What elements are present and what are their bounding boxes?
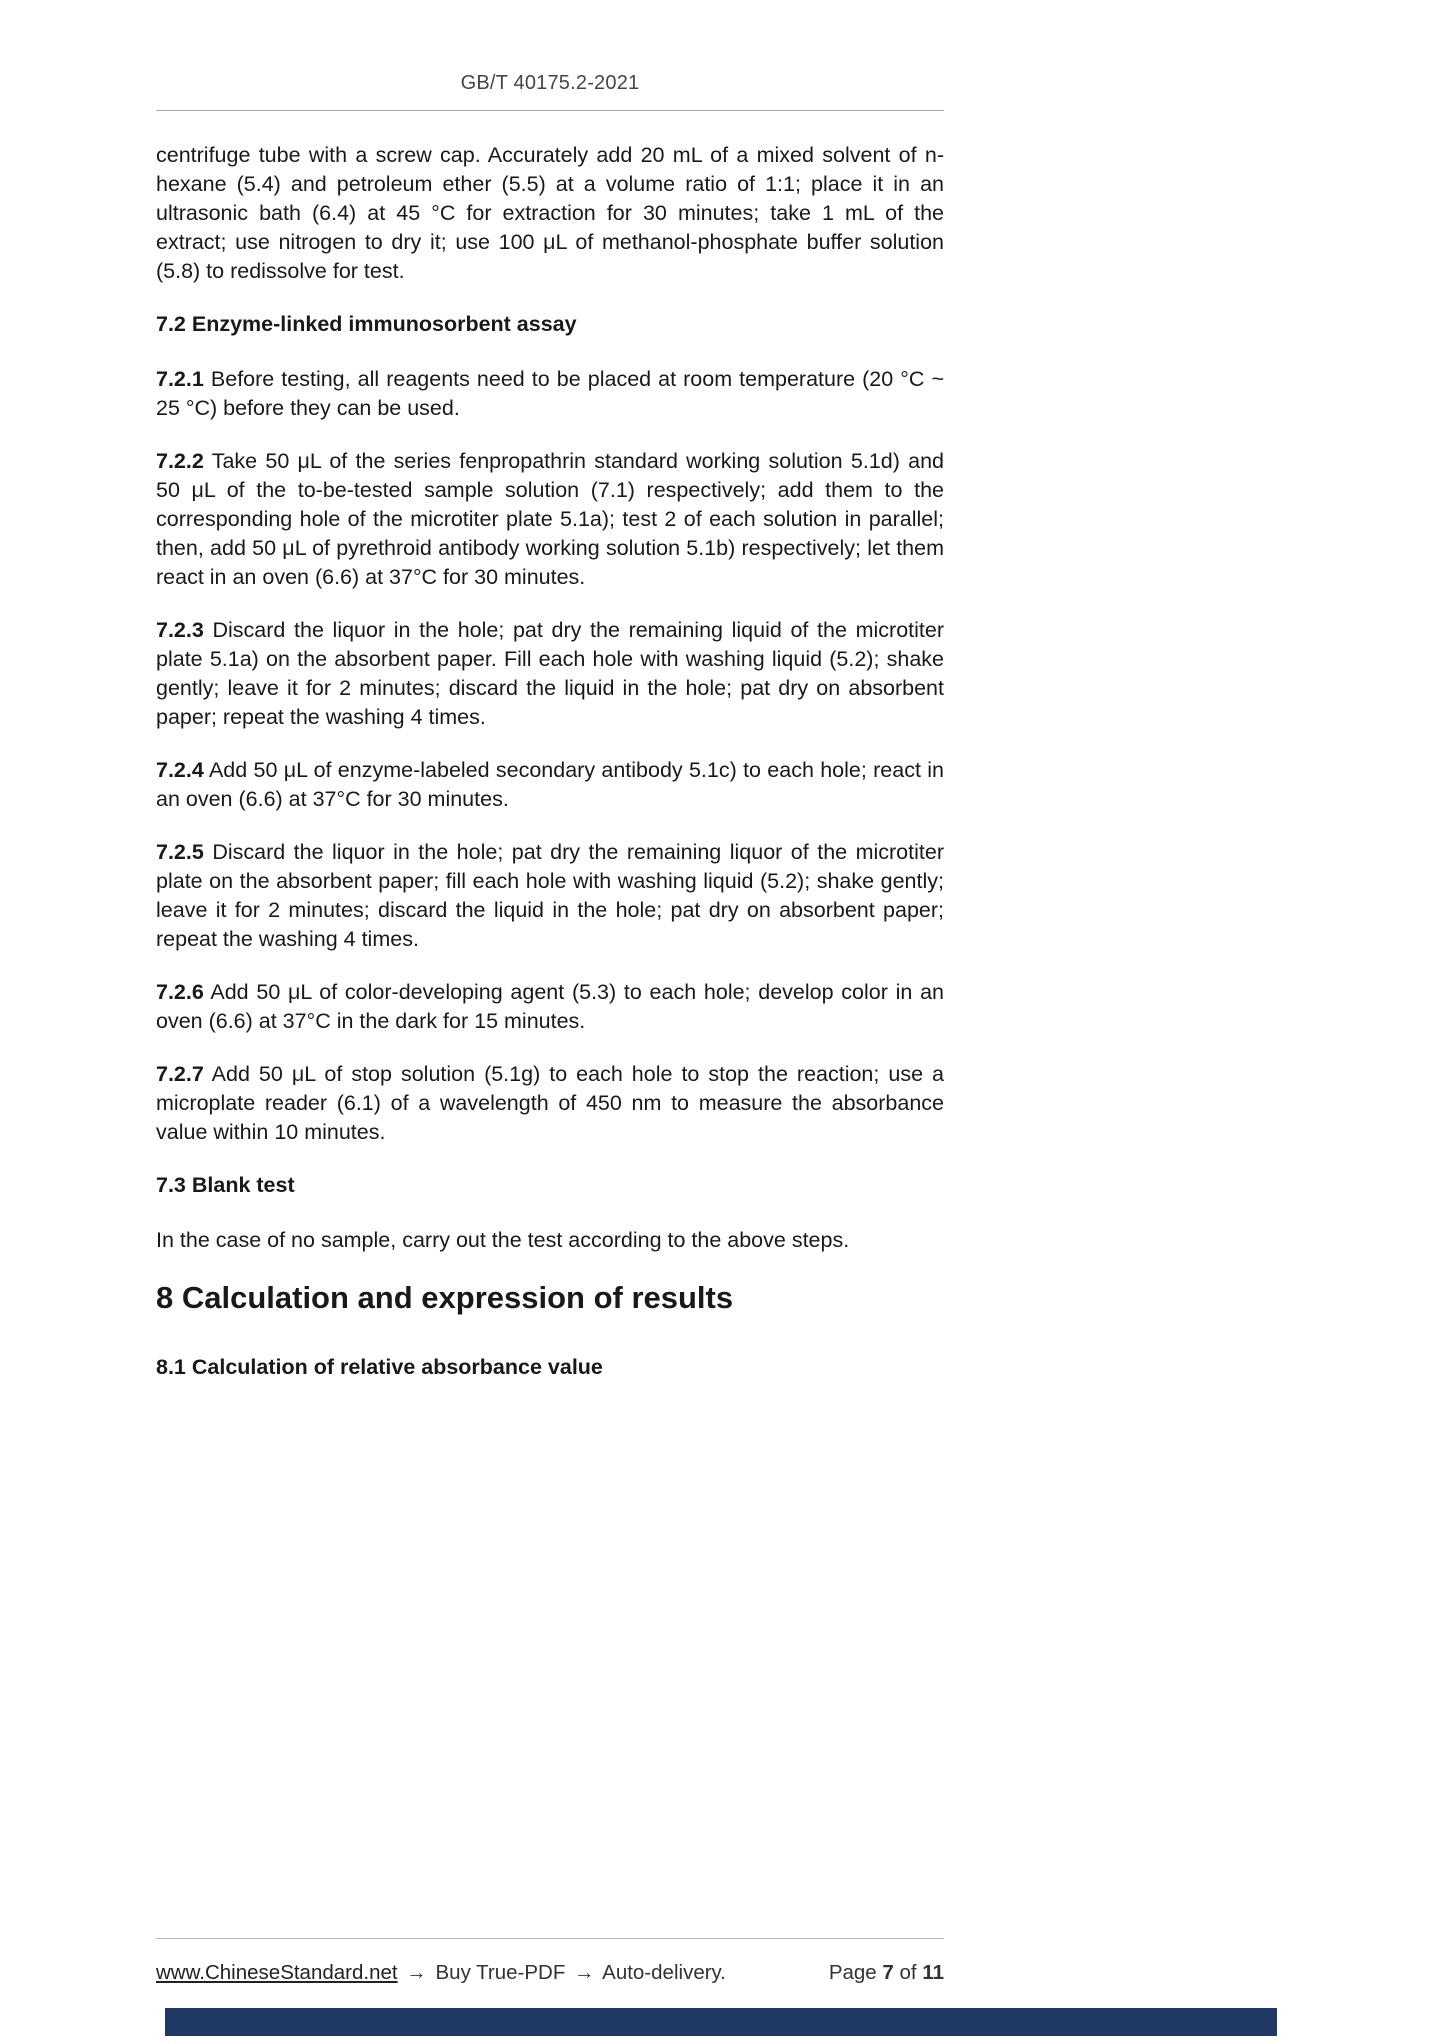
page-label: Page [828, 1961, 877, 1984]
clause-7-2-4 [156, 756, 944, 814]
clause-7-2-3 [156, 616, 944, 732]
footer-link[interactable]: www.ChineseStandard.net [156, 1961, 398, 1984]
doc-number: GB/T 40175.2-2021 [460, 72, 640, 94]
footer-rule [156, 1938, 944, 1939]
page-indicator [829, 1961, 944, 1985]
body-block [156, 111, 944, 1382]
footer-row [156, 1961, 944, 1985]
footer-blue-bar [165, 2008, 1277, 2036]
footer-buy-text: Buy True-PDF [435, 1961, 566, 1984]
footer-left [156, 1961, 726, 1985]
clause-text: Discard the liquor in the hole; pat dry the remaining liquid of the microtiter plate 5.1a) on the absorbent paper. Fill each hole with washing liquid (5.2); shake gently; leave it for 2 minutes; discard the liquid in the hole; pat dry on absorbent paper; repeat the washing 4 times. [156, 618, 944, 729]
clause-number: 7.2.5 [156, 840, 204, 864]
section-8-heading: 8 Calculation and expression of results [156, 1280, 734, 1315]
page-current: 7 [882, 1961, 894, 1984]
clause-number: 7.2.6 [156, 980, 204, 1004]
clause-number: 7.2.7 [156, 1062, 204, 1086]
of-label: of [899, 1961, 917, 1984]
arrow-right-icon: → [574, 1961, 595, 1984]
paragraph-blank-test: In the case of no sample, carry out the test according to the above steps. [156, 1228, 850, 1252]
clause-7-2-2 [156, 447, 944, 592]
page-total: 11 [922, 1961, 944, 1984]
clause-number: 7.2.4 [156, 758, 204, 782]
page-content [156, 0, 944, 1408]
clause-number: 7.2.1 [156, 367, 204, 391]
page-footer [156, 1938, 944, 1985]
clause-7-2-7 [156, 1060, 944, 1147]
clause-7-2-5 [156, 838, 944, 954]
section-8-1-heading: 8.1 Calculation of relative absorbance value [156, 1355, 603, 1379]
clause-text: Add 50 μL of color-developing agent (5.3) to each hole; develop color in an oven (6.6) at 37°C in the dark for 15 minutes. [156, 980, 944, 1033]
clause-text: Take 50 μL of the series fenpropathrin standard working solution 5.1d) and 50 μL of the to-be-tested sample solution (7.1) respectively; add them to the corresponding hole of the microtiter plate 5.1a); test 2 of each solution in parallel; then, add 50 μL of pyrethroid antibody working solution 5.1b) respectively; let them react in an oven (6.6) at 37°C for 30 minutes. [156, 449, 944, 589]
clause-number: 7.2.2 [156, 449, 204, 473]
footer-delivery-text: Auto-delivery. [602, 1961, 726, 1984]
clause-7-2-6 [156, 978, 944, 1036]
clause-text: Add 50 μL of enzyme-labeled secondary antibody 5.1c) to each hole; react in an oven (6.6) at 37°C for 30 minutes. [156, 758, 944, 811]
clause-text: Discard the liquor in the hole; pat dry the remaining liquor of the microtiter plate on the absorbent paper; fill each hole with washing liquid (5.2); shake gently; leave it for 2 minutes; discard the liquid in the hole; pat dry on absorbent paper; repeat the washing 4 times. [156, 840, 944, 951]
paragraph-intro: centrifuge tube with a screw cap. Accurately add 20 mL of a mixed solvent of n-hexane (5.4) and petroleum ether (5.5) at a volume ratio of 1:1; place it in an ultrasonic bath (6.4) at 45 °C for extraction for 30 minutes; take 1 mL of the extract; use nitrogen to dry it; use 100 μL of methanol-phosphate buffer solution (5.8) to redissolve for test. [156, 143, 944, 283]
arrow-right-icon: → [406, 1961, 427, 1984]
section-7-3-heading: 7.3 Blank test [156, 1173, 295, 1197]
clause-text: Add 50 μL of stop solution (5.1g) to each hole to stop the reaction; use a microplate reader (6.1) of a wavelength of 450 nm to measure the absorbance value within 10 minutes. [156, 1062, 944, 1144]
clause-text: Before testing, all reagents need to be placed at room temperature (20 °C ~ 25 °C) before they can be used. [156, 367, 944, 420]
clause-number: 7.2.3 [156, 618, 204, 642]
clause-7-2-1 [156, 365, 944, 423]
section-7-2-heading: 7.2 Enzyme-linked immunosorbent assay [156, 312, 577, 336]
